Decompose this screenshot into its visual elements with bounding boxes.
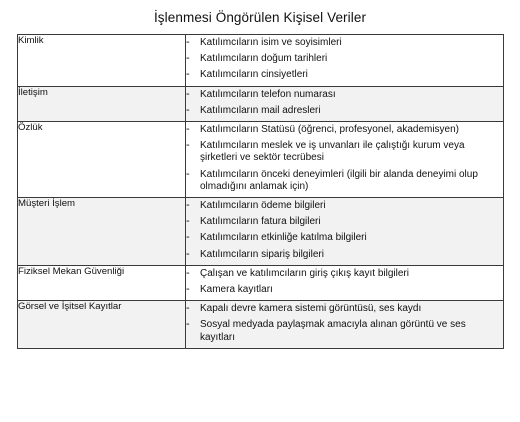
list-item-text: Katılımcıların isim ve soyisimleri: [200, 37, 342, 48]
list-item-text: Sosyal medyada paylaşmak amacıyla alınan görüntü ve ses kayıtları: [200, 319, 466, 343]
list-item-text: Katılımcıların Statüsü (öğrenci, profesyonel, akademisyen): [200, 124, 460, 136]
list-item-text: Katılımcıların telefon numarası: [200, 88, 336, 100]
category-cell: Özlük: [18, 122, 186, 198]
item-list: [186, 200, 503, 261]
bullet-dash: -: [186, 103, 190, 116]
list-item: [186, 37, 503, 49]
table-body: [18, 35, 504, 349]
personal-data-table: [17, 34, 504, 349]
item-list: [186, 124, 503, 193]
list-item: [186, 69, 503, 81]
bullet-dash: -: [186, 36, 190, 48]
list-item-text: Katılımcıların etkinliğe katılma bilgileri: [200, 232, 367, 244]
bullet-dash: -: [186, 167, 190, 180]
list-item-text: Katılımcıların fatura bilgileri: [200, 216, 321, 228]
bullet-dash: -: [186, 87, 190, 100]
item-list: [186, 268, 503, 296]
list-item: [186, 216, 503, 228]
list-item-text: Katılımcıların doğum tarihleri: [200, 53, 328, 65]
bullet-dash: -: [186, 199, 190, 212]
bullet-dash: -: [186, 123, 190, 136]
items-cell: [186, 265, 504, 300]
category-cell: Müşteri İşlem: [18, 198, 186, 266]
bullet-dash: -: [186, 302, 190, 315]
items-cell: [186, 198, 504, 266]
category-cell: İletişim: [18, 86, 186, 121]
items-cell: [186, 86, 504, 121]
list-item: [186, 140, 503, 164]
list-item-text: Katılımcıların mail adresleri: [200, 104, 321, 116]
page-title: İşlenmesi Öngörülen Kişisel Veriler: [153, 10, 367, 25]
list-item-text: Katılımcıların önceki deneyimleri (ilgili bir alanda deneyimi olup olmadığını anlamak için): [200, 168, 478, 192]
list-item: [186, 169, 503, 193]
bullet-dash: -: [186, 283, 190, 296]
bullet-dash: -: [186, 52, 190, 65]
list-item: [186, 53, 503, 65]
item-list: [186, 89, 503, 117]
list-item: [186, 124, 503, 136]
bullet-dash: -: [186, 139, 190, 152]
bullet-dash: -: [186, 266, 190, 279]
list-item: [186, 89, 503, 101]
bullet-dash: -: [186, 231, 190, 244]
list-item: [186, 284, 503, 296]
list-item: [186, 268, 503, 280]
list-item: [186, 303, 503, 315]
items-cell: [186, 122, 504, 198]
table-row: [18, 35, 504, 87]
bullet-dash: -: [186, 247, 190, 260]
item-list: [186, 37, 503, 82]
table-row: [18, 301, 504, 349]
table-row: [18, 265, 504, 300]
category-cell: Fiziksel Mekan Güvenliği: [18, 265, 186, 300]
items-cell: [186, 301, 504, 349]
category-cell: Görsel ve İşitsel Kayıtlar: [18, 301, 186, 349]
table-row: [18, 86, 504, 121]
category-cell: Kimlik: [18, 35, 186, 87]
list-item-text: Katılımcıların meslek ve iş unvanları ile çalıştığı kurum veya şirketleri ve sektör tecrübesi: [200, 140, 465, 164]
item-list: [186, 303, 503, 344]
table-row: [18, 122, 504, 198]
list-item-text: Kapalı devre kamera sistemi görüntüsü, ses kaydı: [200, 303, 422, 315]
bullet-dash: -: [186, 215, 190, 228]
bullet-dash: -: [186, 68, 190, 81]
table-row: [18, 198, 504, 266]
list-item-text: Katılımcıların cinsiyetleri: [200, 69, 308, 81]
list-item: [186, 249, 503, 261]
list-item: [186, 200, 503, 212]
list-item-text: Katılımcıların ödeme bilgileri: [200, 200, 326, 212]
list-item: [186, 319, 503, 343]
list-item: [186, 105, 503, 117]
items-cell: [186, 35, 504, 87]
list-item: [186, 232, 503, 244]
list-item-text: Katılımcıların sipariş bilgileri: [200, 248, 324, 260]
list-item-text: Kamera kayıtları: [200, 284, 273, 296]
bullet-dash: -: [186, 318, 190, 331]
list-item-text: Çalışan ve katılımcıların giriş çıkış kayıt bilgileri: [200, 267, 409, 279]
